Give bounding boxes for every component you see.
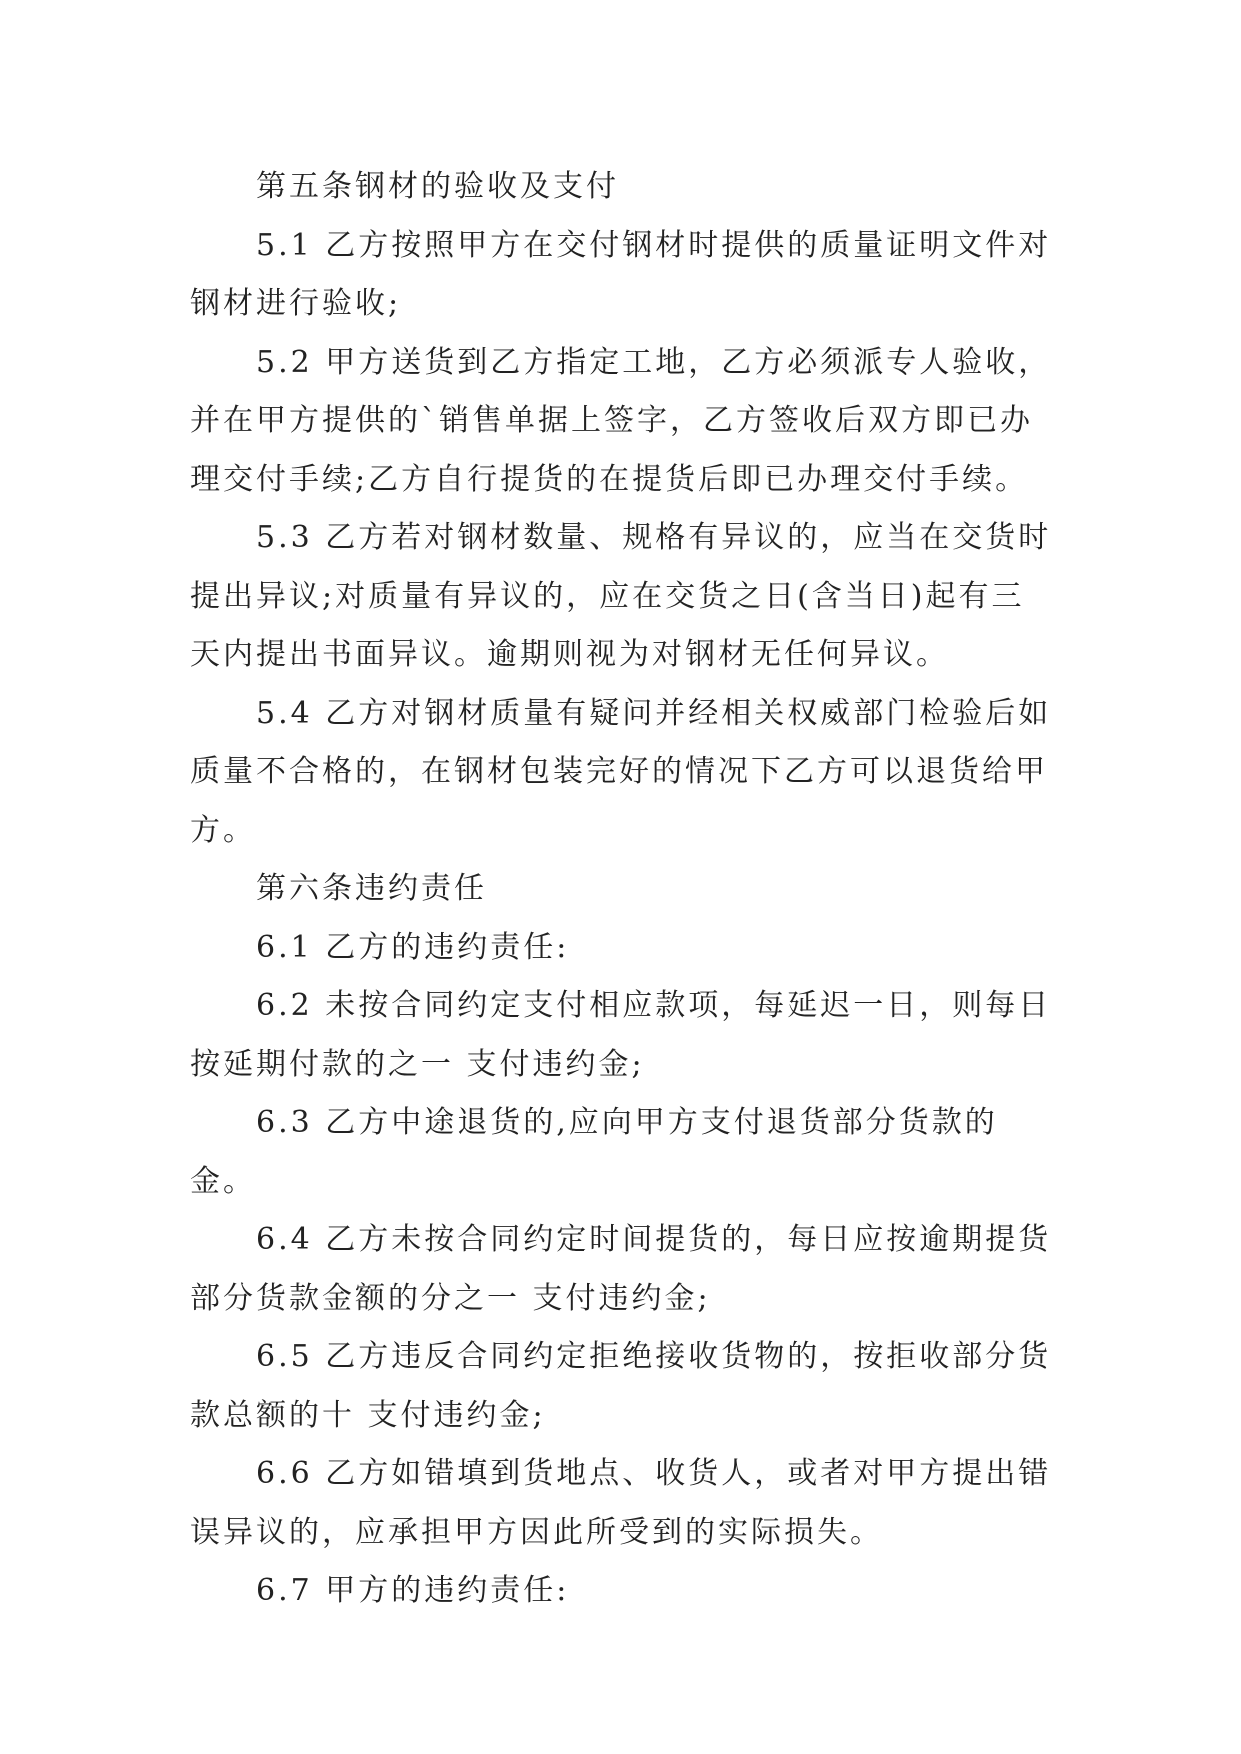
clause-5-4: 5.4 乙方对钢材质量有疑问并经相关权威部门检验后如质量不合格的，在钢材包装完好的情况下乙方可以退货给甲方。 — [190, 695, 1052, 848]
clause-6-1: 6.1 乙方的违约责任: — [256, 929, 570, 965]
clause-6-6: 6.6 乙方如错填到货地点、收货人，或者对甲方提出错误异议的，应承担甲方因此所受到的实际损失。 — [190, 1456, 1052, 1550]
clause-5-2: 5.2 甲方送货到乙方指定工地，乙方必须派专人验收，并在甲方提供的`销售单据上签字，乙方签收后双方即已办理交付手续;乙方自行提货的在提货后即已办理交付手续。 — [190, 344, 1052, 497]
clause-6-4: 6.4 乙方未按合同约定时间提货的，每日应按逾期提货部分货款金额的分之一 支付违约金; — [190, 1222, 1052, 1316]
section-heading-5: 第五条钢材的验收及支付 — [256, 169, 619, 204]
clause-6-2: 6.2 未按合同约定支付相应款项，每延迟一日，则每日按延期付款的之一 支付违约金; — [190, 988, 1052, 1082]
clause-6-7: 6.7 甲方的违约责任: — [256, 1573, 570, 1608]
document-body — [190, 158, 1055, 1621]
section-heading-6: 第六条违约责任 — [256, 871, 487, 906]
clause-6-5: 6.5 乙方违反合同约定拒绝接收货物的，按拒收部分货款总额的十 支付违约金; — [190, 1339, 1052, 1433]
clause-6-3: 6.3 乙方中途退货的,应向甲方支付退货部分货款的金。 — [190, 1105, 998, 1199]
clause-5-1: 5.1 乙方按照甲方在交付钢材时提供的质量证明文件对钢材进行验收; — [190, 227, 1052, 321]
clause-5-3: 5.3 乙方若对钢材数量、规格有异议的，应当在交货时提出异议;对质量有异议的，应在交货之日(含当日)起有三天内提出书面异议。逾期则视为对钢材无任何异议。 — [190, 520, 1052, 672]
